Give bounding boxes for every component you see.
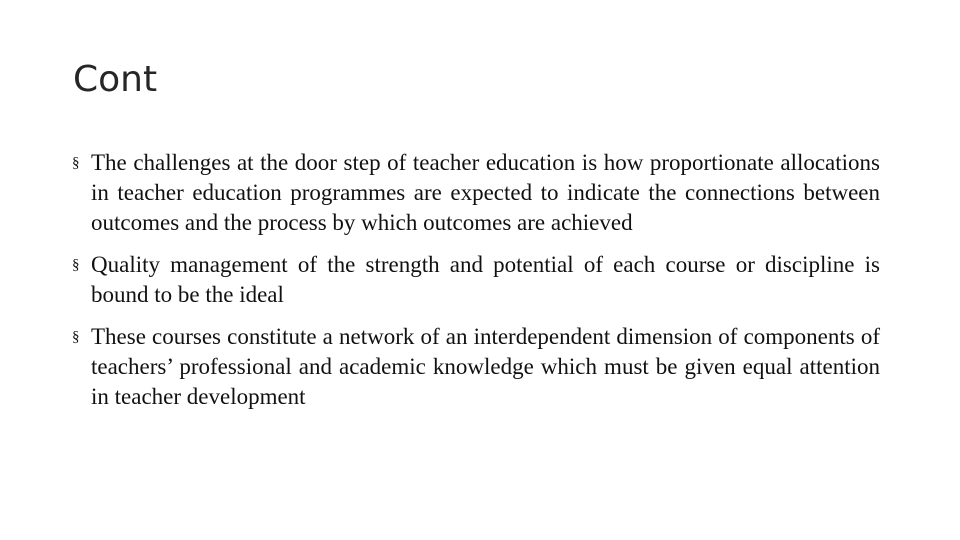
bullet-text: The challenges at the door step of teacher education is how proportionate allocations in teacher education programmes are expected to indicate the connections between outcomes and the process by which outcomes are achieved: [91, 150, 880, 235]
bullet-marker-icon: §: [72, 257, 80, 273]
bullet-text: Quality management of the strength and potential of each course or discipline is bound to be the ideal: [91, 252, 880, 307]
bullet-item: [72, 148, 880, 238]
slide-title: Cont: [73, 59, 158, 100]
bullet-item: [72, 322, 880, 412]
bullet-item: [72, 250, 880, 310]
bullet-marker-icon: §: [72, 155, 80, 171]
bullet-marker-icon: §: [72, 329, 80, 345]
bullet-text: These courses constitute a network of an interdependent dimension of components of teachers’ professional and academic knowledge which must be given equal attention in teacher development: [91, 324, 880, 409]
bullet-list: [72, 148, 880, 424]
